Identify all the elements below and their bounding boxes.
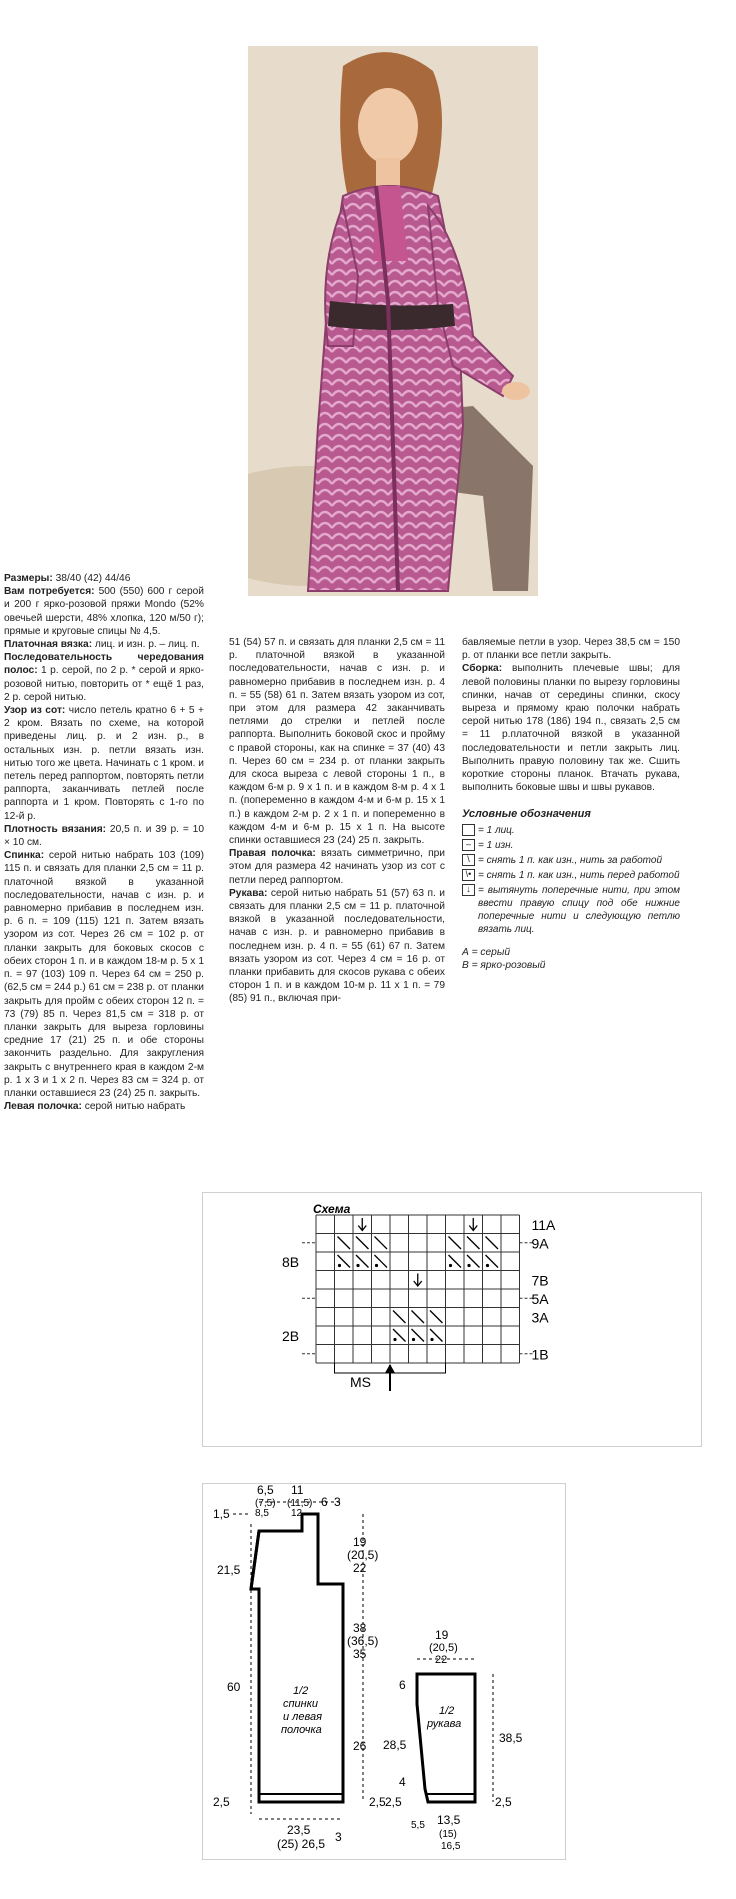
model-illustration [248,46,538,596]
main-caption-1: 1/2 [293,1685,309,1697]
sleeve-caption-2: рукава [427,1718,462,1730]
legend-text: = 1 лиц. [478,824,515,836]
repeat-arrowhead-icon [385,1364,395,1373]
main-right-6: 35 [353,1647,367,1661]
main-caption-2: спинки [283,1698,319,1710]
slip-stitch-icon [412,1311,425,1324]
legend-text: = снять 1 п. как изн., нить за работой [478,854,663,866]
main-top-7: 6 [321,1495,328,1509]
scheme-grid [203,1193,701,1446]
main-bottom-3: 3 [335,1830,342,1844]
legend-item [462,884,680,936]
schematic-panel [202,1483,566,1860]
slip-stitch-icon [486,1237,499,1250]
main-top-1: 6,5 [257,1484,274,1497]
main-top-6: 12 [291,1508,303,1519]
main-left-3: 60 [227,1680,241,1694]
sleeve-bottom-3: (15) [439,1829,457,1840]
main-right-2: (20,5) [347,1548,379,1562]
main-caption-4: полочка [281,1724,322,1736]
main-left-4: 2,5 [213,1795,230,1809]
scheme-panel [202,1192,702,1447]
sleeve-top-3: 22 [435,1654,448,1666]
sleeve-caption-1: 1/2 [439,1705,455,1717]
main-top-4: 11 [291,1484,304,1497]
legend-item [462,839,680,852]
model-photo [248,46,538,596]
main-top-3: 8,5 [255,1508,269,1519]
sleeve-top-1: 19 [435,1628,449,1642]
main-top-5: (11,5) [287,1498,313,1509]
row-label-right: 5A [531,1291,549,1308]
slip-stitch-icon [393,1311,406,1324]
main-left-1: 1,5 [213,1507,230,1521]
yarn-front-dot-icon [430,1338,433,1341]
row-label-left: 2B [282,1328,300,1345]
slip-stitch-icon [430,1311,443,1324]
middle-text-column: 51 (54) 57 п. и связать для планки 2,5 см = 11 р. платочной вязкой в указанной последовательности, начав с изн. р. и равномерно прибавив в последнем изн. р. 4 п. = 55 (58) 61 п. Затем вязать узором из сот, при этом для размера 42 заканчивать петлями до стрелки и петлей после раппорта. Выполнить боковой скос и пройму с правой стороны, как на спинке = 37 (40) 43 п. Через 60 см = 234 р. от планки закрыть для скоса выреза с левой стороны 1 п., в каждом 6-м р. 9 х 1 п. и в каждом 8-м р. 4 х 1 п. (попеременно в каждом 4-м и 6-м р. 15 х 1 п.) в каждом 2-м р. 2 х 1 п. и попеременно в каждом 4-м и 6-м р. 15 х 1 п. На высоте спинки оставшиеся 23 (24) 25 п. закрыть. Правая полочка: вязать симметрично, при этом для размера 42 начинать узор из сот с петли перед раппортом. Рукава: серой нитью набрать 51 (57) 63 п. и связать для планки 2,5 см = 11 р. платочной вязкой в указанной последовательности, начав с изн. р. и равномерно прибавив в последнем изн. р. 4 п. = 55 (61) 67 п. Затем вязать узором из сот. Через 4 см = 16 р. от планки прибавить для скосов рукава с обеих сторон 1 п. и в каждом 10-м р. 11 х 1 п. = 79 (85) 91 п., включая при- [229,637,445,1005]
sleeve-bottom-1: 5,5 [411,1820,425,1831]
sleeve-right-2: 2,5 [495,1795,512,1809]
legend-symbol-icon [462,824,475,836]
yarn-front-dot-icon [393,1338,396,1341]
main-left-2: 21,5 [217,1563,241,1577]
slip-stitch-icon [449,1237,462,1250]
right-text-column: бавляемые петли в узор. Через 38,5 см = 150 р. от планки все петли закрыть. Сборка: выполнить плечевые швы; для левой половины планки по вырезу горловины спинки, начав от середины спинки, скосу выреза и прямому краю полочки набрать серой нитью 178 (186) 194 п., связать 2,5 см = 11 р.платочной вязкой в указанной последовательности и петли закрыть лиц. Выполнить правую половину так же. Сшить короткие стороны планок. Втачать рукава, выполнить боковые швы и швы рукавов. Условные обозначения = 1 лиц. – = 1 изн. \ = снять 1 п. как изн., нить за работой \• = снять 1 п. как изн., нить перед работой ↓ = вытянуть поперечные нити, при этом ввести правую спицу под обе нижние поперечные нити и следующую петлю вязать лиц. А = серый В = ярко-розовый [462,637,680,971]
legend-title: Условные обозначения [462,808,591,821]
slip-stitch-icon [467,1237,480,1250]
legend-symbol-icon: – [462,839,475,851]
sleeve-bottom-4: 16,5 [441,1841,461,1852]
yarn-front-dot-icon [375,1264,378,1267]
main-bottom-2: (25) 26,5 [277,1837,326,1851]
row-label-right: 3A [531,1309,549,1326]
sleeve-left-2: 28,5 [383,1738,407,1752]
garment-schematic [203,1484,565,1859]
sleeve-left-1: 6 [399,1678,406,1692]
sleeve-top-2: (20,5) [429,1642,458,1654]
sleeve-left-4: 2,5 [385,1795,402,1809]
yarn-front-dot-icon [356,1264,359,1267]
sleeve-right-1: 38,5 [499,1731,523,1745]
legend-item [462,824,680,837]
legend-text: = 1 изн. [478,839,514,851]
legend-list [462,824,680,936]
row-label-left: 8B [282,1254,300,1271]
main-right-5: (36,5) [347,1634,379,1648]
color-b: В = ярко-розовый [462,959,546,971]
yarn-front-dot-icon [449,1264,452,1267]
row-label-right: 9A [531,1235,549,1252]
row-label-right: 7B [531,1272,549,1289]
legend-symbol-icon: \• [462,869,475,881]
main-right-8: 2,5 [369,1795,386,1809]
legend-item [462,869,680,882]
main-right-3: 22 [353,1561,367,1575]
main-caption-3: и левая [283,1711,322,1723]
left-text-column: Размеры: 38/40 (42) 44/46 Вам потребуется: 500 (550) 600 г серой и 200 г ярко-розовой пряжи Mondo (52% овечьей шерсти, 48% хлопка, 120 м/50 г); прямые и круговые спицы № 4,5. Платочная вязка: лиц. и изн. р. – лиц. п. Последовательность чередования полос: 1 р. серой, по 2 р. * серой и ярко-розовой нитью, повторить от * ещё 1 раз, 2 р. серой нитью. Узор из сот: число петель кратно 6 + 5 + 2 кром. Вязать по схеме, на которой приведены лиц. р. и 2 изн. р., в остальных изн. р. петли вязать изн. нитью того же цвета. Начинать с 1 кром. и петель перед раппортом, повторять петли раппорта, заканчивать петлей после раппорта и 1 кром. Повторять с 1-го по 12-й р. Плотность вязания: 20,5 п. и 39 р. = 10 × 10 см. Спинка: серой нитью набрать 103 (109) 115 п. и связать для планки 2,5 см = 11 р. платочной вязкой в указанной последовательности, начав с изн. р. и равномерно прибавив в последнем изн. р. 6 п. = 109 (115) 121 п. Затем вязать узором из сот. Через 26 см = 102 р. от планки закрыть для боковых скосов с обеих сторон 1 п. и в каждом 18-м р. 5 х 1 п. = 97 (103) 109 п. Через 64 см = 250 р. (62,5 см = 244 р.) 61 см = 238 р. от планки закрыть для пройм с обеих сторон 12 п. = 73 (79) 85 п. Через 81,5 см = 318 р. от планки закрыть для выреза горловины средние 17 (21) 25 п. и обе стороны закончить раздельно. Для закругления закрыть с внутреннего края в каждом 2-м р. 1 х 3 и 1 х 2 п. Через 83 см = 324 р. от планки оставшиеся 23 (24) 25 п. закрыть. Левая полочка: серой нитью набрать [4,573,205,1113]
main-top-2: (7,5) [255,1498,276,1509]
row-label-right: 11A [531,1217,556,1234]
slip-stitch-icon [338,1237,351,1250]
main-right-1: 19 [353,1535,367,1549]
sleeve-bottom-2: 13,5 [437,1813,461,1827]
color-a: А = серый [462,946,510,958]
main-top-8: 3 [334,1495,341,1509]
legend-text: = вытянуть поперечные нити, при этом ввести правую спицу под обе нижние поперечные нити и следующую петлю вязать лиц. [478,884,680,935]
yarn-front-dot-icon [467,1264,470,1267]
main-right-7: 26 [353,1739,367,1753]
slip-stitch-icon [356,1237,369,1250]
legend-symbol-icon: \ [462,854,475,866]
slip-stitch-icon [375,1237,388,1250]
legend-text: = снять 1 п. как изн., нить перед работой [478,869,680,881]
yarn-front-dot-icon [412,1338,415,1341]
legend-symbol-icon: ↓ [462,884,475,896]
scheme-title: Схема [313,1202,351,1216]
main-right-4: 38 [353,1621,367,1635]
ms-label: MS [350,1374,371,1390]
yarn-front-dot-icon [338,1264,341,1267]
yarn-front-dot-icon [486,1264,489,1267]
sleeve-left-3: 4 [399,1775,406,1789]
main-bottom-1: 23,5 [287,1823,311,1837]
row-label-right: 1B [531,1346,549,1363]
legend-item [462,854,680,867]
